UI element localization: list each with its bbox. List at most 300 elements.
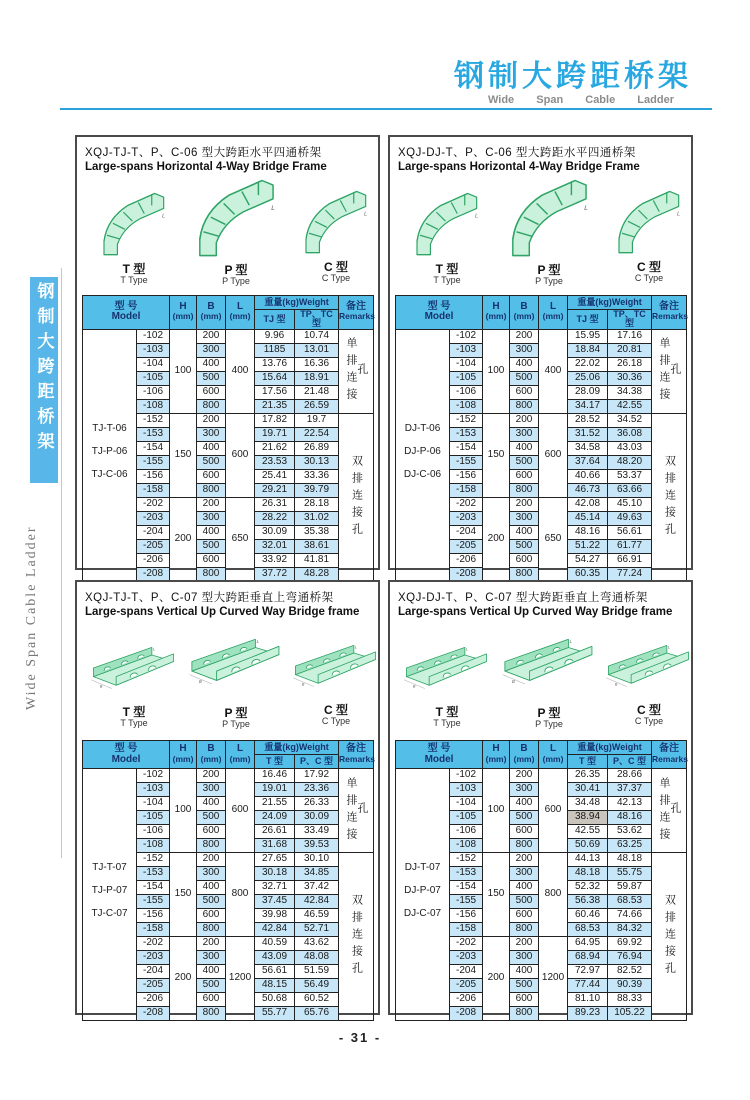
b-value: 600 bbox=[510, 993, 539, 1007]
weight-1: 32.71 bbox=[255, 881, 295, 895]
model-suffix: -105 bbox=[450, 811, 483, 825]
spec-row bbox=[396, 769, 687, 783]
weight-1: 21.35 bbox=[255, 399, 295, 413]
page-number: - 31 - bbox=[338, 1030, 382, 1045]
b-value: 800 bbox=[197, 923, 226, 937]
weight-1: 56.61 bbox=[255, 965, 295, 979]
weight-2: 26.89 bbox=[295, 441, 339, 455]
weight-1: 81.10 bbox=[568, 993, 608, 1007]
model-suffix: -106 bbox=[450, 385, 483, 399]
weight-2: 56.49 bbox=[295, 979, 339, 993]
weight-2: 20.81 bbox=[608, 343, 652, 357]
svg-text:B: B bbox=[198, 678, 202, 684]
weight-1: 40.59 bbox=[255, 937, 295, 951]
product-panel bbox=[75, 135, 380, 580]
b-value: 300 bbox=[197, 951, 226, 965]
model-suffix: -208 bbox=[137, 567, 170, 581]
l-value: 600 bbox=[226, 413, 255, 497]
remarks-cell: 双排连接孔 bbox=[652, 413, 687, 581]
weight-2: 63.66 bbox=[608, 483, 652, 497]
remarks-cell: 双排连接孔 bbox=[339, 853, 374, 1021]
b-value: 500 bbox=[510, 371, 539, 385]
weight-1: 30.41 bbox=[568, 783, 608, 797]
weight-2: 42.84 bbox=[295, 895, 339, 909]
svg-text:L: L bbox=[270, 204, 275, 212]
b-value: 200 bbox=[510, 853, 539, 867]
svg-text:B: B bbox=[412, 684, 416, 689]
weight-1: 9.96 bbox=[255, 329, 295, 343]
model-suffix: -205 bbox=[137, 979, 170, 993]
b-value: 200 bbox=[197, 769, 226, 783]
sidebar-title-en: Wide Span Cable Ladder bbox=[24, 525, 39, 710]
weight-2: 51.59 bbox=[295, 965, 339, 979]
illustration-c-type bbox=[290, 187, 382, 283]
weight-1: 77.44 bbox=[568, 979, 608, 993]
l-value: 650 bbox=[539, 497, 568, 581]
model-suffix: -203 bbox=[137, 951, 170, 965]
model-suffix: -104 bbox=[137, 357, 170, 371]
weight-2: 13.01 bbox=[295, 343, 339, 357]
col-remarks: 备注 Remarks bbox=[652, 296, 687, 330]
b-value: 200 bbox=[197, 329, 226, 343]
weight-2: 16.36 bbox=[295, 357, 339, 371]
illustration-c-type bbox=[603, 187, 695, 283]
l-value: 650 bbox=[226, 497, 255, 581]
weight-1: 15.95 bbox=[568, 329, 608, 343]
b-value: 500 bbox=[197, 371, 226, 385]
model-suffix: -203 bbox=[450, 951, 483, 965]
l-value: 400 bbox=[226, 329, 255, 413]
type-label-cn: C 型 bbox=[636, 259, 661, 274]
model-suffix: -205 bbox=[137, 539, 170, 553]
type-label-cn: C 型 bbox=[323, 259, 348, 274]
weight-2: 35.38 bbox=[295, 525, 339, 539]
model-suffix: -202 bbox=[137, 937, 170, 951]
model-suffix: -154 bbox=[137, 441, 170, 455]
weight-2: 65.76 bbox=[295, 1007, 339, 1021]
weight-2: 39.79 bbox=[295, 483, 339, 497]
h-value: 200 bbox=[483, 937, 510, 1021]
model-suffix: -102 bbox=[137, 769, 170, 783]
weight-1: 30.18 bbox=[255, 867, 295, 881]
col-weight-2: P、C 型 bbox=[295, 755, 339, 769]
bridge-frame-drawing bbox=[190, 175, 283, 259]
type-label-cn: P 型 bbox=[537, 706, 561, 721]
spec-row bbox=[396, 329, 687, 343]
b-value: 400 bbox=[510, 881, 539, 895]
b-value: 800 bbox=[197, 839, 226, 853]
model-suffix: -152 bbox=[450, 853, 483, 867]
b-value: 500 bbox=[197, 895, 226, 909]
col-weight-1: TJ 型 bbox=[255, 310, 295, 330]
b-value: 300 bbox=[197, 867, 226, 881]
sidebar-title-cn: 钢制大跨距桥架 bbox=[30, 277, 58, 483]
col-weight-2: TP、TC 型 bbox=[295, 310, 339, 330]
weight-1: 64.95 bbox=[568, 937, 608, 951]
model-suffix: -155 bbox=[450, 455, 483, 469]
weight-2: 36.08 bbox=[608, 427, 652, 441]
b-value: 800 bbox=[510, 839, 539, 853]
weight-1: 28.52 bbox=[568, 413, 608, 427]
illustration-t-type bbox=[88, 634, 180, 728]
weight-1: 52.32 bbox=[568, 881, 608, 895]
page-subtitle bbox=[488, 94, 674, 106]
col-weight: 重量(kg)Weight bbox=[255, 741, 339, 755]
svg-text:B: B bbox=[301, 682, 305, 687]
type-label-cn: P 型 bbox=[537, 263, 561, 278]
weight-2: 28.18 bbox=[295, 497, 339, 511]
weight-2: 48.18 bbox=[608, 853, 652, 867]
b-value: 300 bbox=[197, 511, 226, 525]
col-weight: 重量(kg)Weight bbox=[568, 296, 652, 310]
model-suffix: -106 bbox=[137, 385, 170, 399]
weight-2: 34.85 bbox=[295, 867, 339, 881]
weight-1: 37.72 bbox=[255, 567, 295, 581]
weight-1: 50.68 bbox=[255, 993, 295, 1007]
svg-text:B: B bbox=[511, 678, 515, 684]
l-value: 800 bbox=[226, 853, 255, 937]
panel-illustrations bbox=[395, 620, 686, 738]
weight-2: 69.92 bbox=[608, 937, 652, 951]
bridge-frame-drawing bbox=[88, 634, 180, 701]
model-group-label: DJ-T-06 bbox=[404, 422, 441, 434]
type-label-en: P Type bbox=[222, 719, 250, 730]
b-value: 600 bbox=[197, 825, 226, 839]
weight-1: 34.58 bbox=[568, 441, 608, 455]
b-value: 500 bbox=[510, 539, 539, 553]
weight-1: 48.15 bbox=[255, 979, 295, 993]
col-l: L (mm) bbox=[226, 741, 255, 769]
col-remarks: 备注 Remarks bbox=[339, 296, 374, 330]
model-suffix: -104 bbox=[137, 797, 170, 811]
weight-2: 38.61 bbox=[295, 539, 339, 553]
weight-1: 27.65 bbox=[255, 853, 295, 867]
model-group-label: TJ-P-06 bbox=[91, 445, 128, 457]
weight-1: 45.14 bbox=[568, 511, 608, 525]
model-suffix: -155 bbox=[137, 455, 170, 469]
weight-1: 24.09 bbox=[255, 811, 295, 825]
spec-table-body bbox=[83, 329, 374, 581]
b-value: 400 bbox=[197, 965, 226, 979]
model-suffix: -158 bbox=[450, 923, 483, 937]
model-suffix: -104 bbox=[450, 797, 483, 811]
weight-1: 68.94 bbox=[568, 951, 608, 965]
model-suffix: -205 bbox=[450, 539, 483, 553]
weight-2: 17.92 bbox=[295, 769, 339, 783]
weight-2: 61.77 bbox=[608, 539, 652, 553]
spec-table bbox=[395, 295, 687, 582]
model-suffix: -155 bbox=[450, 895, 483, 909]
model-suffix: -153 bbox=[137, 867, 170, 881]
illustration-c-type bbox=[603, 632, 695, 726]
h-value: 150 bbox=[170, 413, 197, 497]
type-label-cn: T 型 bbox=[435, 704, 459, 719]
model-suffix: -103 bbox=[137, 343, 170, 357]
b-value: 400 bbox=[197, 525, 226, 539]
weight-1: 39.98 bbox=[255, 909, 295, 923]
weight-2: 52.71 bbox=[295, 923, 339, 937]
model-suffix: -105 bbox=[450, 371, 483, 385]
model-suffix: -108 bbox=[137, 399, 170, 413]
b-value: 800 bbox=[510, 923, 539, 937]
h-value: 200 bbox=[170, 937, 197, 1021]
weight-2: 21.48 bbox=[295, 385, 339, 399]
l-value: 1200 bbox=[226, 937, 255, 1021]
col-remarks: 备注 Remarks bbox=[652, 741, 687, 769]
model-suffix: -208 bbox=[450, 1007, 483, 1021]
b-value: 800 bbox=[197, 483, 226, 497]
col-weight-1: TJ 型 bbox=[568, 310, 608, 330]
weight-1: 68.53 bbox=[568, 923, 608, 937]
weight-2: 17.16 bbox=[608, 329, 652, 343]
type-label-cn: C 型 bbox=[636, 702, 661, 717]
col-weight-1: T 型 bbox=[568, 755, 608, 769]
h-value: 150 bbox=[483, 413, 510, 497]
type-label-en: T Type bbox=[433, 274, 461, 285]
weight-1: 54.27 bbox=[568, 553, 608, 567]
b-value: 500 bbox=[510, 455, 539, 469]
weight-2: 105.22 bbox=[608, 1007, 652, 1021]
b-value: 200 bbox=[197, 937, 226, 951]
l-value: 600 bbox=[539, 413, 568, 497]
col-model: 型 号 Model bbox=[83, 296, 170, 330]
col-l: L (mm) bbox=[539, 296, 568, 330]
weight-2: 53.37 bbox=[608, 469, 652, 483]
l-value: 600 bbox=[539, 769, 568, 853]
model-suffix: -153 bbox=[137, 427, 170, 441]
model-group-label: TJ-C-06 bbox=[91, 468, 128, 480]
b-value: 200 bbox=[197, 497, 226, 511]
col-model: 型 号 Model bbox=[396, 296, 483, 330]
b-value: 400 bbox=[197, 441, 226, 455]
model-group-cell bbox=[396, 769, 450, 1021]
weight-1: 21.55 bbox=[255, 797, 295, 811]
weight-2: 34.38 bbox=[608, 385, 652, 399]
b-value: 600 bbox=[510, 385, 539, 399]
weight-1: 30.09 bbox=[255, 525, 295, 539]
header-rule bbox=[60, 108, 712, 110]
panel-title-en: Large-spans Vertical Up Curved Way Bridge frame bbox=[85, 606, 360, 618]
type-label-cn: P 型 bbox=[224, 263, 248, 278]
weight-1: 34.17 bbox=[568, 399, 608, 413]
type-label-cn: T 型 bbox=[435, 261, 459, 276]
product-panel bbox=[388, 135, 693, 580]
svg-text:L: L bbox=[364, 211, 368, 218]
weight-1: 31.52 bbox=[568, 427, 608, 441]
model-suffix: -152 bbox=[450, 413, 483, 427]
col-weight: 重量(kg)Weight bbox=[568, 741, 652, 755]
weight-1: 42.55 bbox=[568, 825, 608, 839]
model-suffix: -208 bbox=[450, 567, 483, 581]
bridge-frame-drawing bbox=[401, 634, 493, 701]
model-suffix: -103 bbox=[450, 343, 483, 357]
weight-2: 19.7 bbox=[295, 413, 339, 427]
model-suffix: -108 bbox=[450, 839, 483, 853]
b-value: 400 bbox=[197, 797, 226, 811]
b-value: 800 bbox=[510, 483, 539, 497]
model-suffix: -158 bbox=[137, 483, 170, 497]
weight-1: 16.46 bbox=[255, 769, 295, 783]
col-l: L (mm) bbox=[226, 296, 255, 330]
weight-2: 46.59 bbox=[295, 909, 339, 923]
weight-2: 76.94 bbox=[608, 951, 652, 965]
b-value: 200 bbox=[510, 769, 539, 783]
model-suffix: -152 bbox=[137, 853, 170, 867]
weight-1: 72.97 bbox=[568, 965, 608, 979]
model-group-label: DJ-C-06 bbox=[403, 468, 442, 480]
weight-1: 33.92 bbox=[255, 553, 295, 567]
remarks-cell: 双排连接孔 bbox=[652, 853, 687, 1021]
type-label-cn: P 型 bbox=[224, 706, 248, 721]
weight-2: 59.87 bbox=[608, 881, 652, 895]
weight-1: 48.18 bbox=[568, 867, 608, 881]
weight-1: 17.56 bbox=[255, 385, 295, 399]
svg-text:L: L bbox=[256, 638, 259, 644]
weight-1: 56.38 bbox=[568, 895, 608, 909]
weight-1: 17.82 bbox=[255, 413, 295, 427]
type-label-en: C Type bbox=[634, 715, 664, 726]
remarks-cell: 单排连接孔 bbox=[652, 329, 687, 413]
type-label-cn: T 型 bbox=[122, 704, 146, 719]
b-value: 200 bbox=[510, 497, 539, 511]
weight-2: 26.59 bbox=[295, 399, 339, 413]
remarks-cell: 单排连接孔 bbox=[339, 329, 374, 413]
b-value: 800 bbox=[197, 399, 226, 413]
weight-2: 30.13 bbox=[295, 455, 339, 469]
b-value: 500 bbox=[197, 979, 226, 993]
model-suffix: -156 bbox=[137, 909, 170, 923]
model-suffix: -154 bbox=[450, 441, 483, 455]
panel-title-cn: XQJ-DJ-T、P、C-07 型大跨距垂直上弯通桥架 bbox=[398, 592, 648, 604]
weight-1: 18.84 bbox=[568, 343, 608, 357]
b-value: 500 bbox=[510, 895, 539, 909]
spec-table bbox=[395, 740, 687, 1021]
model-suffix: -105 bbox=[137, 811, 170, 825]
weight-1: 25.41 bbox=[255, 469, 295, 483]
subtitle-word: Ladder bbox=[637, 94, 674, 106]
model-suffix: -102 bbox=[137, 329, 170, 343]
spec-table-head bbox=[396, 741, 687, 769]
col-model: 型 号 Model bbox=[83, 741, 170, 769]
spec-table-head bbox=[83, 296, 374, 330]
spec-row bbox=[83, 329, 374, 343]
col-b: B (mm) bbox=[510, 296, 539, 330]
weight-1: 42.08 bbox=[568, 497, 608, 511]
panel-title-en: Large-spans Horizontal 4-Way Bridge Frame bbox=[398, 161, 640, 173]
b-value: 500 bbox=[197, 455, 226, 469]
weight-1: 37.64 bbox=[568, 455, 608, 469]
col-weight: 重量(kg)Weight bbox=[255, 296, 339, 310]
weight-2: 77.24 bbox=[608, 567, 652, 581]
weight-1: 40.66 bbox=[568, 469, 608, 483]
svg-text:L: L bbox=[152, 647, 156, 652]
l-value: 400 bbox=[539, 329, 568, 413]
weight-2: 33.49 bbox=[295, 825, 339, 839]
weight-2: 42.13 bbox=[608, 797, 652, 811]
weight-2: 82.52 bbox=[608, 965, 652, 979]
b-value: 300 bbox=[510, 343, 539, 357]
weight-1: 26.35 bbox=[568, 769, 608, 783]
panel-illustrations bbox=[82, 620, 373, 738]
b-value: 300 bbox=[197, 427, 226, 441]
b-value: 300 bbox=[510, 511, 539, 525]
bridge-frame-drawing bbox=[499, 620, 599, 702]
weight-1: 43.09 bbox=[255, 951, 295, 965]
remarks-cell: 双排连接孔 bbox=[339, 413, 374, 581]
b-value: 300 bbox=[510, 867, 539, 881]
model-suffix: -158 bbox=[137, 923, 170, 937]
weight-2: 48.28 bbox=[295, 567, 339, 581]
model-suffix: -155 bbox=[137, 895, 170, 909]
model-suffix: -105 bbox=[137, 371, 170, 385]
h-value: 200 bbox=[483, 497, 510, 581]
svg-text:L: L bbox=[465, 647, 469, 652]
product-panel bbox=[75, 580, 380, 1019]
b-value: 200 bbox=[197, 413, 226, 427]
weight-1: 89.23 bbox=[568, 1007, 608, 1021]
weight-2: 63.25 bbox=[608, 839, 652, 853]
col-b: B (mm) bbox=[197, 741, 226, 769]
illustration-t-type bbox=[401, 634, 493, 728]
b-value: 500 bbox=[197, 539, 226, 553]
panel-illustrations bbox=[82, 175, 373, 293]
weight-1: 22.02 bbox=[568, 357, 608, 371]
weight-2: 48.08 bbox=[295, 951, 339, 965]
weight-2: 90.39 bbox=[608, 979, 652, 993]
model-suffix: -202 bbox=[450, 937, 483, 951]
weight-1: 32.01 bbox=[255, 539, 295, 553]
weight-2: 34.52 bbox=[608, 413, 652, 427]
panel-title-en: Large-spans Horizontal 4-Way Bridge Frame bbox=[85, 161, 327, 173]
model-suffix: -208 bbox=[137, 1007, 170, 1021]
type-label-en: C Type bbox=[321, 715, 351, 726]
model-suffix: -108 bbox=[450, 399, 483, 413]
weight-2: 23.36 bbox=[295, 783, 339, 797]
svg-text:L: L bbox=[354, 645, 358, 650]
weight-1: 46.73 bbox=[568, 483, 608, 497]
panel-title-cn: XQJ-TJ-T、P、C-06 型大跨距水平四通桥架 bbox=[85, 147, 322, 159]
b-value: 800 bbox=[197, 567, 226, 581]
model-suffix: -206 bbox=[137, 553, 170, 567]
b-value: 800 bbox=[510, 567, 539, 581]
model-suffix: -106 bbox=[137, 825, 170, 839]
model-suffix: -153 bbox=[450, 867, 483, 881]
weight-1: 60.46 bbox=[568, 909, 608, 923]
illustration-t-type bbox=[88, 189, 180, 285]
model-suffix: -106 bbox=[450, 825, 483, 839]
spec-table-body bbox=[83, 769, 374, 1021]
weight-1: 28.09 bbox=[568, 385, 608, 399]
weight-1: 13.76 bbox=[255, 357, 295, 371]
b-value: 600 bbox=[510, 553, 539, 567]
weight-2: 84.32 bbox=[608, 923, 652, 937]
weight-1: 50.69 bbox=[568, 839, 608, 853]
weight-2: 49.63 bbox=[608, 511, 652, 525]
weight-2: 37.42 bbox=[295, 881, 339, 895]
spec-table bbox=[82, 740, 374, 1021]
weight-2: 18.91 bbox=[295, 371, 339, 385]
model-suffix: -108 bbox=[137, 839, 170, 853]
col-h: H (mm) bbox=[483, 296, 510, 330]
illustration-p-type bbox=[186, 620, 286, 729]
model-suffix: -203 bbox=[450, 511, 483, 525]
weight-1: 38.94 bbox=[568, 811, 608, 825]
b-value: 400 bbox=[510, 441, 539, 455]
illustration-p-type bbox=[499, 620, 599, 729]
model-group-label: TJ-T-07 bbox=[92, 862, 127, 873]
model-group-label: TJ-P-07 bbox=[91, 885, 128, 896]
weight-2: 26.33 bbox=[295, 797, 339, 811]
